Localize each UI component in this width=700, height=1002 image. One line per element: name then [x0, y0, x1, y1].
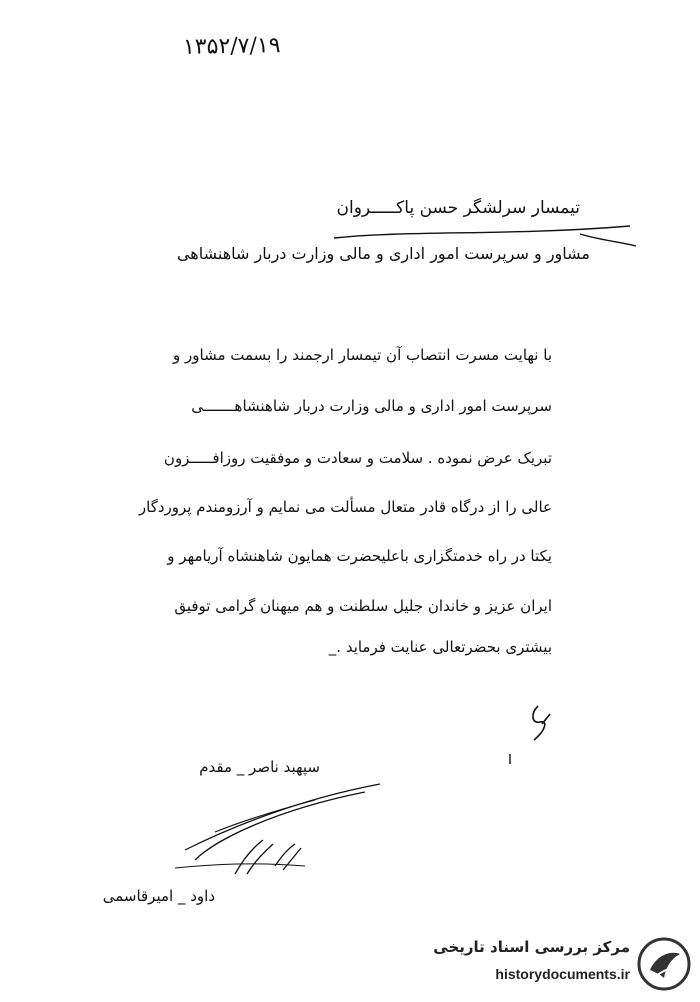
signatory-2: داود _ امیرقاسمی [102, 887, 215, 905]
addressee-name: تیمسار سرلشگر حسن پاکـــــروان [336, 198, 580, 218]
watermark-title: مرکز بررسی اسناد تاریخی [433, 938, 630, 956]
archive-watermark [402, 934, 692, 996]
archive-center-logo-icon [636, 936, 692, 992]
body-line-3: تبریک عرض نموده . سلامت و سعادت و موفقیت روزافـــــزون [163, 449, 552, 467]
ink-dot [505, 752, 515, 766]
addressee-title: مشاور و سرپرست امور اداری و مالی وزارت دربار شاهنشاهی [176, 244, 590, 263]
body-line-1: با نهایت مسرت انتصاب آن تیمسار ارجمند را بسمت مشاور و [173, 346, 552, 364]
signatory-1: سپهبد ناصر _ مقدم [199, 758, 320, 776]
handwritten-signature [155, 770, 405, 880]
watermark-url: historydocuments.ir [495, 966, 630, 982]
body-line-4: عالی را از درگاه قادر متعال مسألت می نمایم و آرزومندم پروردگار [138, 498, 552, 516]
body-line-5: یکتا در راه خدمتگزاری باعلیحضرت همایون شاهنشاه آریامهر و [167, 547, 552, 565]
body-line-7: بیشتری بحضرتعالی عنایت فرماید ._ [328, 638, 552, 656]
body-line-2: سرپرست امور اداری و مالی وزارت دربار شاهنشاهـــــــی [191, 397, 552, 415]
letter-date: ۱۳۵۲/۷/۱۹ [182, 33, 281, 60]
handwritten-mark [520, 700, 560, 750]
body-line-6: ایران عزیز و خاندان جلیل سلطنت و هم میهنان گرامی توفیق [174, 597, 552, 615]
